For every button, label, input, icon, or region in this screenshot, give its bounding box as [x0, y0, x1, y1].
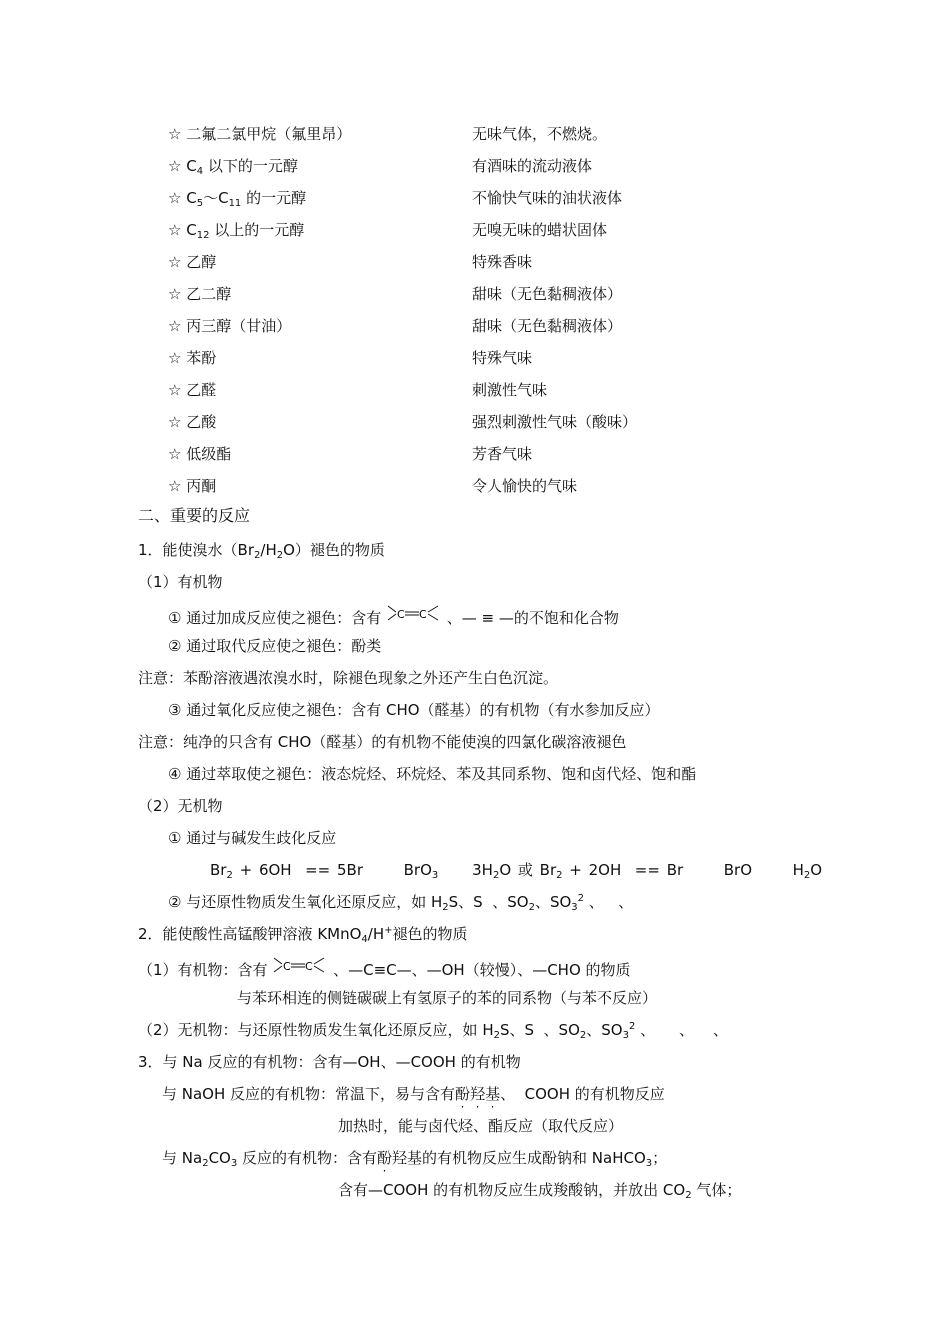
s1-organic-heading: （1）有机物: [138, 573, 223, 591]
s1-inorganic-item-2: ② 与还原性物质发生氧化还原反应，如 $H_2S$、S 、$SO_2$、$SO_3^2$ 、 、: [168, 893, 634, 913]
s1-inorganic-heading: （2）无机物: [138, 797, 223, 815]
odor-row-name: ☆ 乙二醇: [168, 285, 232, 303]
odor-row-name: ☆ 低级酯: [168, 445, 232, 463]
odor-row-desc: 特殊香味: [472, 253, 533, 271]
svg-text:C: C: [397, 608, 405, 621]
s3-na2co3-2: 含有—COOH 的有机物反应生成羧酸钠，并放出 $CO_2$ 气体；: [338, 1181, 742, 1201]
s1-inorganic-item-1: ① 通过与碱发生歧化反应: [168, 829, 337, 847]
odor-row-name: ☆ 苯酚: [168, 349, 217, 367]
double-bond-icon: [272, 956, 328, 978]
s3-title: 3．与 Na 反应的有机物：含有—OH、—COOH 的有机物: [138, 1053, 521, 1071]
odor-row-name: ☆ 丙酮: [168, 477, 217, 495]
s1-item-3: ③ 通过氧化反应使之褪色：含有 CHO（醛基）的有机物（有水参加反应）: [168, 701, 660, 719]
section-title: 二、重要的反应: [138, 506, 251, 525]
s1-item-2: ② 通过取代反应使之褪色：酚类: [168, 637, 382, 655]
s2-organic-label: （1）有机物：含有: [138, 961, 268, 979]
odor-row-desc: 强烈刺激性气味（酸味）: [472, 413, 638, 431]
s2-title: 2．能使酸性高锰酸钾溶液 KMnO$_4$/H+褪色的物质: [138, 925, 468, 945]
svg-text:C: C: [283, 960, 292, 973]
odor-row-name: ☆ 乙酸: [168, 413, 217, 431]
s2-organic-tail: 、—C≡C—、—OH（较慢）、—CHO 的物质: [333, 961, 631, 979]
double-bond-icon: [386, 604, 442, 626]
s2-benzene-note: 与苯环相连的侧链碳碳上有氢原子的苯的同系物（与苯不反应）: [237, 989, 658, 1007]
s3-naoh-2: 加热时，能与卤代烃、酯反应（取代反应）: [338, 1117, 624, 1135]
odor-row-desc: 芳香气味: [472, 445, 533, 463]
svg-text:C: C: [419, 608, 427, 621]
s1-item-1-tail: 、— ≡ —的不饱和化合物: [446, 609, 619, 627]
odor-row-desc: 甜味（无色黏稠液体）: [472, 285, 623, 303]
odor-row-desc: 令人愉快的气味: [472, 477, 578, 495]
s1-item-1-label: ① 通过加成反应使之褪色：含有: [168, 609, 382, 627]
odor-row-desc: 甜味（无色黏稠液体）: [472, 317, 623, 335]
odor-row-desc: 不愉快气味的油状液体: [472, 189, 623, 207]
odor-row-name: ☆ 乙醇: [168, 253, 217, 271]
odor-row-name: ☆ 乙醛: [168, 381, 217, 399]
odor-row-desc: 刺激性气味: [472, 381, 548, 399]
odor-row-name: ☆ $C_5\sim C_{11}$ 的一元醇: [168, 189, 307, 209]
odor-row-name: ☆ 二氟二氯甲烷（氟里昂）: [168, 125, 352, 143]
s1-item-4: ④ 通过萃取使之褪色：液态烷烃、环烷烃、苯及其同系物、饱和卤代烃、饱和酯: [168, 765, 697, 783]
odor-row-desc: 无味气体，不燃烧。: [472, 125, 608, 143]
odor-row-desc: 特殊气味: [472, 349, 533, 367]
odor-row-name: ☆ $C_4$ 以下的一元醇: [168, 157, 298, 177]
bromine-equation: $Br_2 + 6OH == 5Br$ BrO$_3$ $3H_2O$ 或 $Br_2 + 2OH == Br$ BrO $H_2O$: [210, 861, 823, 881]
s1-title: 1．能使溴水$(Br_2/H_2O)$褪色的物质: [138, 541, 385, 561]
s3-na2co3-1: 与 $Na_2CO_3$ 反应的有机物：含有酚羟基的有机物反应生成酚钠和 NaHCO$_3$；: [162, 1149, 668, 1169]
s2-organic: [138, 956, 631, 980]
svg-text:C: C: [305, 960, 314, 973]
odor-row-desc: 有酒味的流动液体: [472, 157, 593, 175]
odor-row-desc: 无嗅无味的蜡状固体: [472, 221, 608, 239]
s1-note-2: 注意：纯净的只含有 CHO（醛基）的有机物不能使溴的四氯化碳溶液褪色: [138, 733, 627, 751]
s2-inorganic: （2）无机物：与还原性物质发生氧化还原反应，如 $H_2S$、S 、$SO_2$、$SO_3^2$ 、 、 、: [138, 1021, 729, 1041]
odor-row-name: ☆ $C_{12}$ 以上的一元醇: [168, 221, 305, 241]
s3-naoh-1: 与 NaOH 反应的有机物：常温下，易与含有酚羟基、 COOH 的有机物反应: [162, 1085, 665, 1103]
odor-row-name: ☆ 丙三醇（甘油）: [168, 317, 292, 335]
s1-item-1: [168, 604, 619, 628]
s1-note-1: 注意：苯酚溶液遇浓溴水时，除褪色现象之外还产生白色沉淀。: [138, 669, 559, 687]
